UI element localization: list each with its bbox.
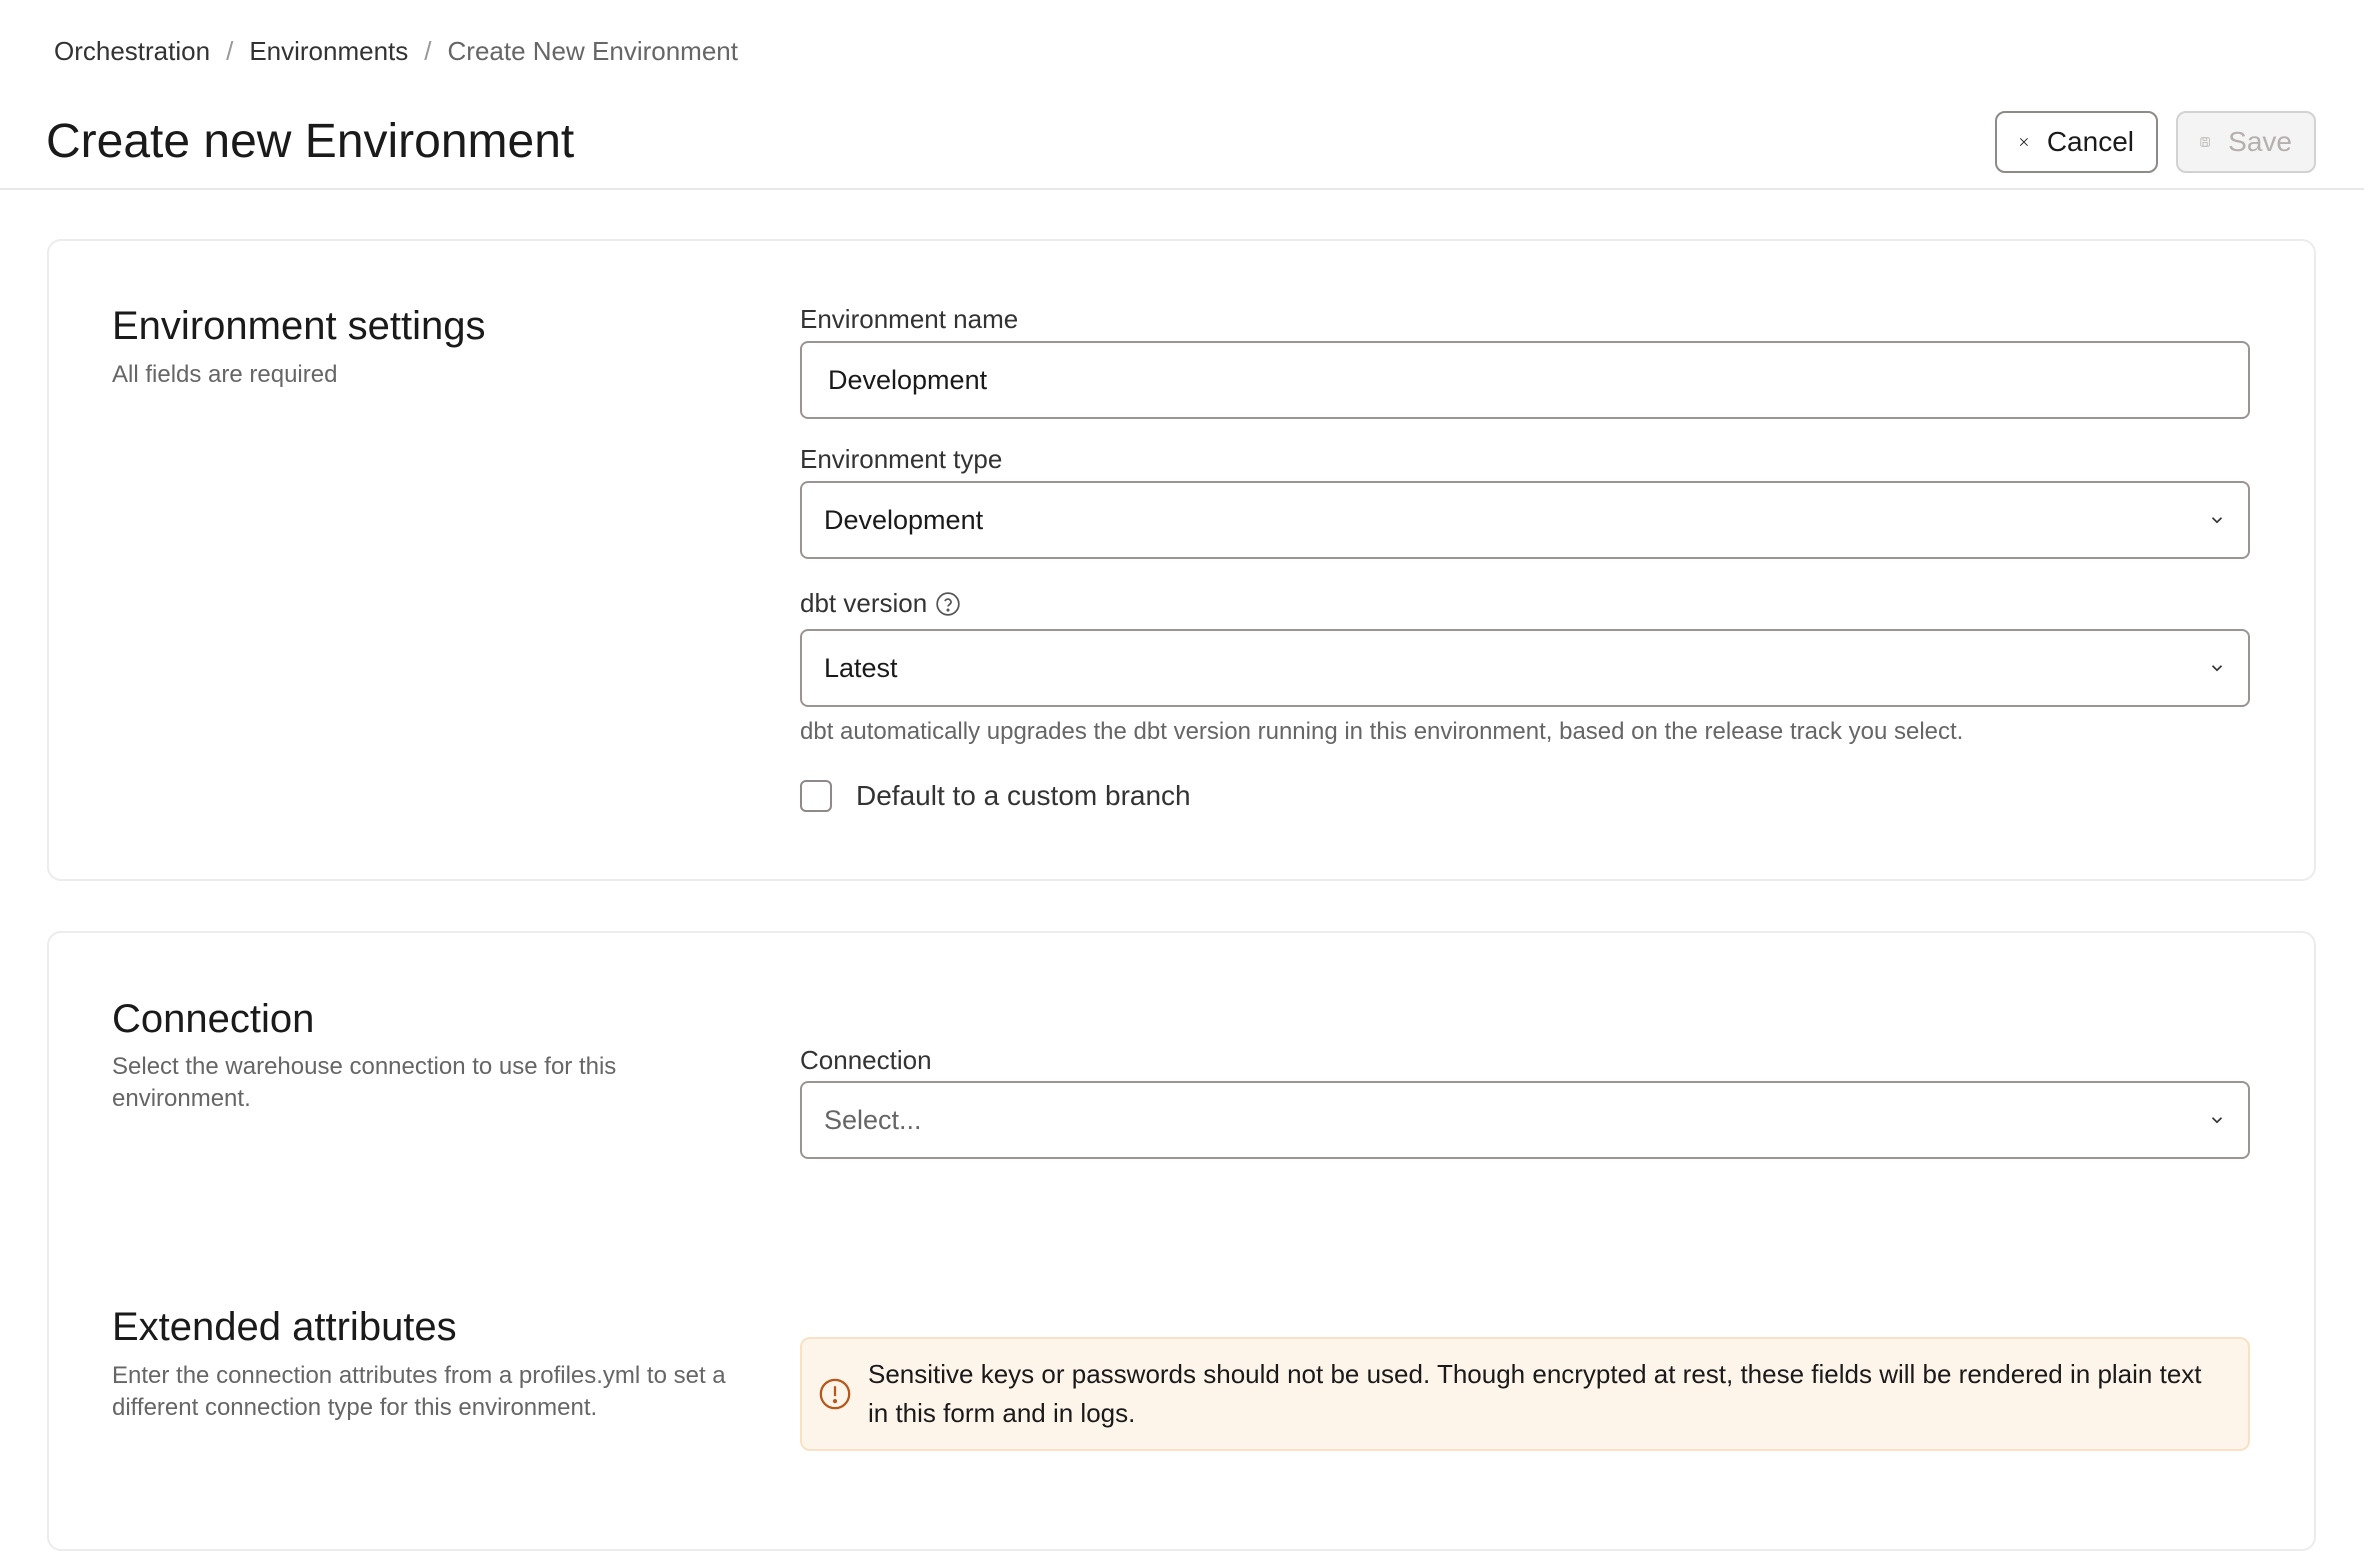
save-icon <box>2200 129 2210 155</box>
cancel-label: Cancel <box>2046 126 2134 157</box>
breadcrumb <box>54 36 738 67</box>
cancel-button[interactable] <box>1995 111 2158 173</box>
section-title: Extended attributes <box>112 1305 457 1349</box>
connection-label: Connection <box>800 1045 932 1075</box>
save-button[interactable] <box>2176 111 2316 173</box>
warning-icon <box>818 1377 852 1411</box>
connection-card <box>47 931 2316 1551</box>
section-description: Enter the connection attributes from a profiles.yml to set a different connection type for this environment. <box>112 1362 726 1421</box>
help-icon[interactable] <box>935 591 961 617</box>
section-title: Environment settings <box>112 304 486 348</box>
warning-text: Sensitive keys or passwords should not be used. Though encrypted at rest, these fields will be rendered in plain text in this form and in logs. <box>868 1359 2202 1428</box>
close-icon <box>2019 130 2029 154</box>
env-type-select[interactable] <box>800 481 2250 559</box>
dbt-version-label <box>800 588 961 619</box>
section-description: Select the warehouse connection to use for this environment. <box>112 1053 617 1112</box>
breadcrumb-environments[interactable]: Environments <box>249 36 409 66</box>
header-divider <box>0 188 2364 190</box>
env-type-value: Development <box>824 504 984 535</box>
warning-banner <box>800 1337 2250 1451</box>
env-name-value: Development <box>828 364 988 395</box>
custom-branch-checkbox[interactable] <box>800 780 832 812</box>
chevron-down-icon <box>2208 511 2226 529</box>
breadcrumb-current: Create New Environment <box>447 36 738 66</box>
section-title: Connection <box>112 997 315 1041</box>
breadcrumb-separator: / <box>226 36 234 66</box>
save-label: Save <box>2228 126 2292 157</box>
page-title: Create new Environment <box>46 115 575 168</box>
connection-select[interactable] <box>800 1081 2250 1159</box>
section-description: All fields are required <box>112 361 338 388</box>
dbt-version-value: Latest <box>824 652 898 683</box>
breadcrumb-orchestration[interactable]: Orchestration <box>54 36 211 66</box>
chevron-down-icon <box>2208 1111 2226 1129</box>
breadcrumb-separator: / <box>424 36 432 66</box>
chevron-down-icon <box>2208 659 2226 677</box>
dbt-version-select[interactable] <box>800 629 2250 707</box>
env-name-label: Environment name <box>800 304 1019 334</box>
connection-placeholder: Select... <box>824 1104 922 1135</box>
env-name-input[interactable] <box>800 341 2250 419</box>
env-type-label: Environment type <box>800 444 1003 474</box>
dbt-version-help: dbt automatically upgrades the dbt version running in this environment, based on the release track you select. <box>800 718 1964 745</box>
dbt-version-label-text: dbt version <box>800 588 928 618</box>
custom-branch-label[interactable]: Default to a custom branch <box>856 780 1191 811</box>
